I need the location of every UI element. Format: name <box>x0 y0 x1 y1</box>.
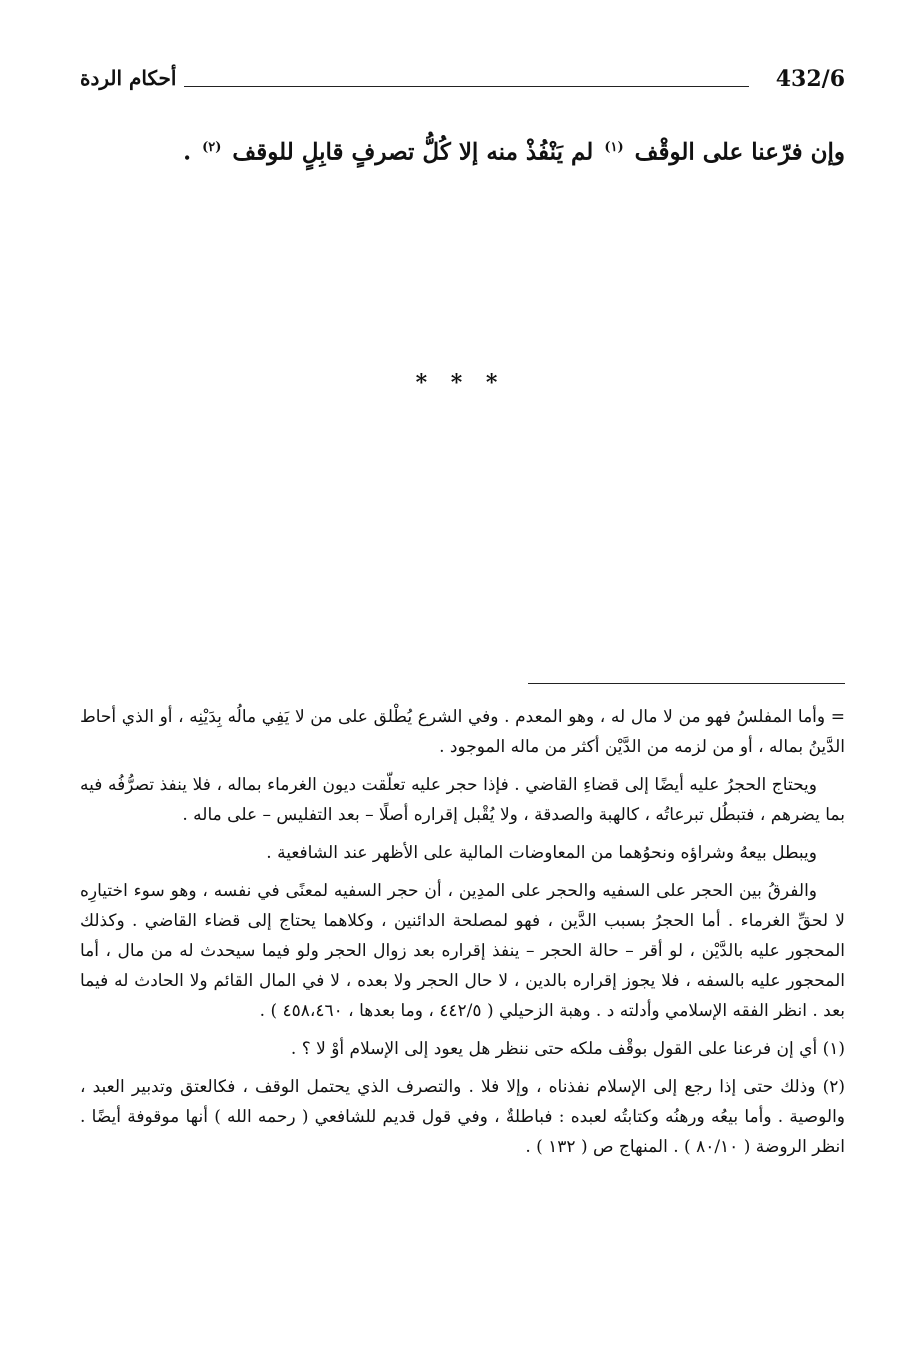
header-rule <box>184 86 749 87</box>
footnote-continuation-paragraph-4: والفرقُ بين الحجر على السفيه والحجر على المدِين ، أن حجر السفيه لمعنًى في نفسه ، وهو سوء اختيارِه لا لحقِّ الغرماء . أما الحجرُ بسبب الدَّين ، فهو لمصلحة الدائنين ، وكلاهما يحتاج إلى قضاء القاضي . وكذلك المحجور عليه بالدَّيْن ، لو أقر – حالة الحجر – ينفذ إقراره بعد زوال الحجر ولو فيما سيحدث له من مال ، أما المحجور عليه بالسفه ، فلا يجوز إقراره بالدين ، لا حال الحجر ولا بعده ، لا في المال القائم ولا الحادث له فيما بعد . انظر الفقه الإسلامي وأدلته د . وهبة الزحيلي ( ٤٤٢/٥ ، وما بعدها ، ٤٥٨،٤٦٠ ) . <box>80 881 845 1021</box>
footnote-continuation-paragraph-1: = وأما المفلسُ فهو من لا مال له ، وهو المعدم . وفي الشرع يُطْلق على من لا يَفِي مالُه بِدَيْنِه ، أو الذي أحاط الدَّينُ بماله ، أو من لزمه من الدَّيْن أكثر من ماله الموجود . <box>80 707 845 757</box>
page-number: 432/6 <box>775 66 845 92</box>
main-text-part1: وإن فرّعنا على الوقْف <box>634 138 845 166</box>
footnote-continuation-paragraph-2: ويحتاج الحجرُ عليه أيضًا إلى قضاءِ القاضي . فإذا حجر عليه تعلّقت ديون الغرماء بماله ، فلا ينفذ تصرُّفُه فيه بما يضرهم ، فتبطُل تبرعاتُه ، كالهبة والصدقة ، ولا يُقْبل إقراره أصلًا – بعد التفليس – على ماله . <box>80 775 845 825</box>
footnote-2: (٢) وذلك حتى إذا رجع إلى الإسلام نفذناه ، وإلا فلا . والتصرف الذي يحتمل الوقف ، فكالعتق وتدبير العبد ، والوصية . وأما بيعُه ورهنُه وكتابتُه لعبده : فباطلةٌ ، وفي قول قديم للشافعي ( رحمه الله ) أنها موقوفة أيضًا . انظر الروضة ( ٨٠/١٠ ) . المنهاج ص ( ١٣٢ ) . <box>80 1077 845 1157</box>
main-text-part2: لم يَنْفُذْ منه إلا كُلُّ تصرفٍ قابِلٍ للوقف <box>232 138 594 166</box>
footnote-continuation-paragraph-3: ويبطل بيعهُ وشراؤه ونحوُهما من المعاوضات المالية على الأظهر عند الشافعية . <box>266 843 817 863</box>
main-text-part3: . <box>183 138 192 166</box>
footnote-1-marker[interactable]: (١) <box>604 140 624 155</box>
section-separator: * * * <box>415 370 506 396</box>
footnote-1: (١) أي إن فرعنا على القول بوقْف ملكه حتى ننظر هل يعود إلى الإسلام أوْ لا ؟ . <box>290 1039 845 1059</box>
footnotes-section <box>80 702 845 1170</box>
footnote-rule <box>528 683 845 684</box>
main-paragraph <box>150 124 845 177</box>
running-header <box>80 66 845 100</box>
running-title: أحكام الردة <box>80 66 177 90</box>
footnote-2-marker[interactable]: (٢) <box>202 140 222 155</box>
